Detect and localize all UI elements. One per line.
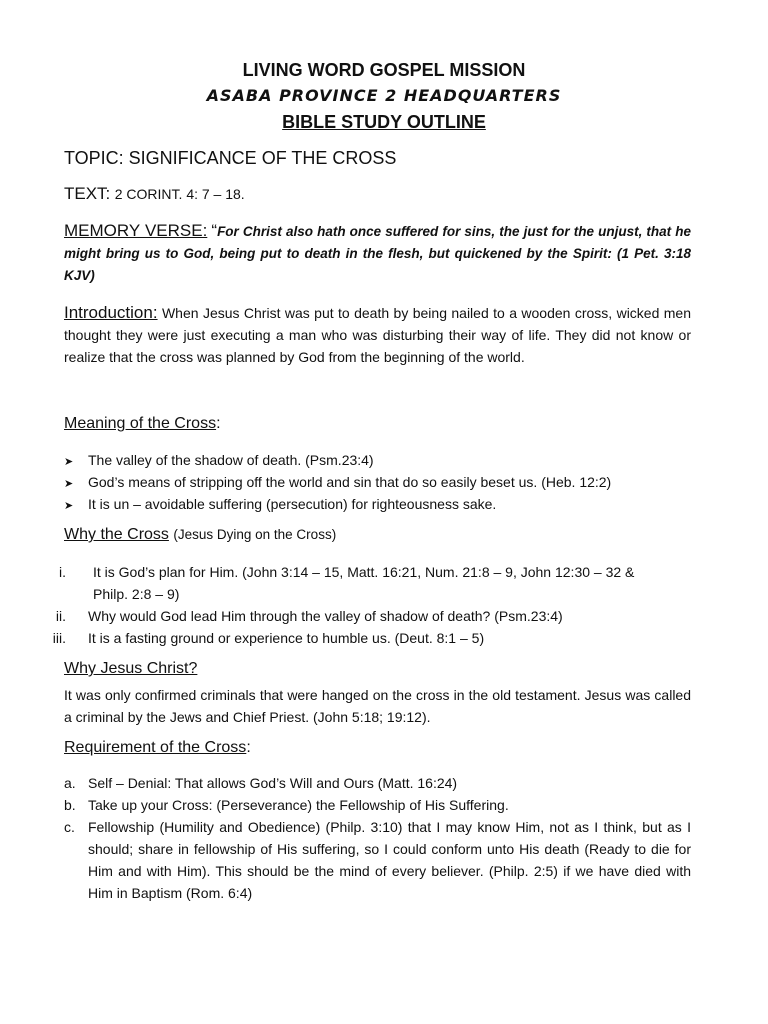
intro-label: Introduction: (64, 303, 158, 322)
why-cross-heading (64, 526, 336, 544)
memory-verse (64, 220, 691, 287)
list-item (38, 561, 698, 605)
list-item (64, 816, 691, 904)
list-item (64, 794, 691, 816)
meaning-heading (64, 415, 221, 433)
why-cross-sub: (Jesus Dying on the Cross) (173, 527, 337, 542)
list-item (64, 471, 611, 495)
memory-open-quote: “ (211, 221, 218, 240)
roman-item-cont: Philp. 2:8 – 9) (93, 586, 180, 602)
why-cross-heading-text: Why the Cross (64, 526, 169, 543)
why-jesus-body: It was only confirmed criminals that were hanged on the cross in the old testament. Jesus was called a criminal by the Jews and Chief Priest. (John 5:18; 19:12). (64, 687, 691, 725)
requirement-heading-text: Requirement of the Cross (64, 739, 247, 756)
text-line (64, 184, 245, 204)
alpha-item-text: Fellowship (Humility and Obedience) (Philp. 3:10) that I may know Him, not as I think, but as I should; share in fellowship of His suffering, so I could conform unto His death (Ready to die for Him and with Him). This should be the mind of every believer. (Philp. 2:5) if we have died with Him in Baptism (Rom. 6:4) (88, 819, 691, 901)
memory-label: MEMORY VERSE: (64, 221, 208, 240)
intro-body: When Jesus Christ was put to death by being nailed to a wooden cross, wicked men thought they were just executing a man who was disturbing their way of life. They did not know or realize that the cross was planned by God from the beginning of the world. (64, 305, 692, 365)
text-label: TEXT: (64, 184, 111, 203)
why-jesus-heading (64, 660, 197, 678)
alpha-item-text: Take up your Cross: (Perseverance) the Fellowship of His Suffering. (88, 797, 509, 813)
arrow-bullet-icon: ➤ (64, 478, 74, 490)
introduction (64, 302, 691, 368)
meaning-heading-text: Meaning of the Cross (64, 415, 217, 432)
list-item (64, 449, 374, 473)
org-title: LIVING WORD GOSPEL MISSION (242, 60, 526, 80)
doc-type-title: BIBLE STUDY OUTLINE (282, 112, 486, 132)
requirement-heading (64, 739, 251, 757)
meaning-item-text: The valley of the shadow of death. (Psm.23:4) (88, 452, 374, 468)
alpha-item-text: Self – Denial: That allows God’s Will and Ours (Matt. 16:24) (88, 775, 458, 791)
province-title: ASABA PROVINCE 2 HEADQUARTERS (206, 86, 562, 105)
roman-number: iii. (52, 630, 66, 646)
memory-verse-text: For Christ also hath once suffered for sins, the just for the unjust, that he might bring us to God, being put to death in the flesh, but quickened by the Spirit: (1 Pet. 3:18 KJV) (64, 224, 691, 283)
list-item (64, 493, 496, 517)
alpha-number: b. (64, 797, 76, 813)
alpha-number: c. (64, 819, 75, 835)
list-item (64, 772, 691, 794)
alpha-number: a. (64, 775, 76, 791)
arrow-bullet-icon: ➤ (64, 456, 74, 468)
why-jesus-heading-text: Why Jesus Christ? (64, 660, 198, 677)
roman-item-text: It is a fasting ground or experience to humble us. (Deut. 8:1 – 5) (88, 630, 485, 646)
meaning-item-text: It is un – avoidable suffering (persecution) for righteousness sake. (88, 496, 497, 512)
roman-item-text: Why would God lead Him through the valley of shadow of death? (Psm.23:4) (88, 608, 563, 624)
text-value: 2 CORINT. 4: 7 – 18. (114, 186, 245, 202)
arrow-bullet-icon: ➤ (64, 500, 74, 512)
topic-line: TOPIC: SIGNIFICANCE OF THE CROSS (64, 148, 397, 168)
meaning-heading-colon: : (216, 415, 221, 432)
list-item (38, 605, 698, 627)
roman-item-text: It is God’s plan for Him. (John 3:14 – 15, Matt. 16:21, Num. 21:8 – 9, John 12:30 – 32 & (93, 564, 635, 580)
roman-number: ii. (55, 608, 66, 624)
requirement-heading-colon: : (246, 739, 251, 756)
meaning-item-text: God’s means of stripping off the world and sin that do so easily beset us. (Heb. 12:2) (88, 474, 612, 490)
roman-number: i. (59, 564, 66, 580)
list-item (38, 627, 698, 649)
